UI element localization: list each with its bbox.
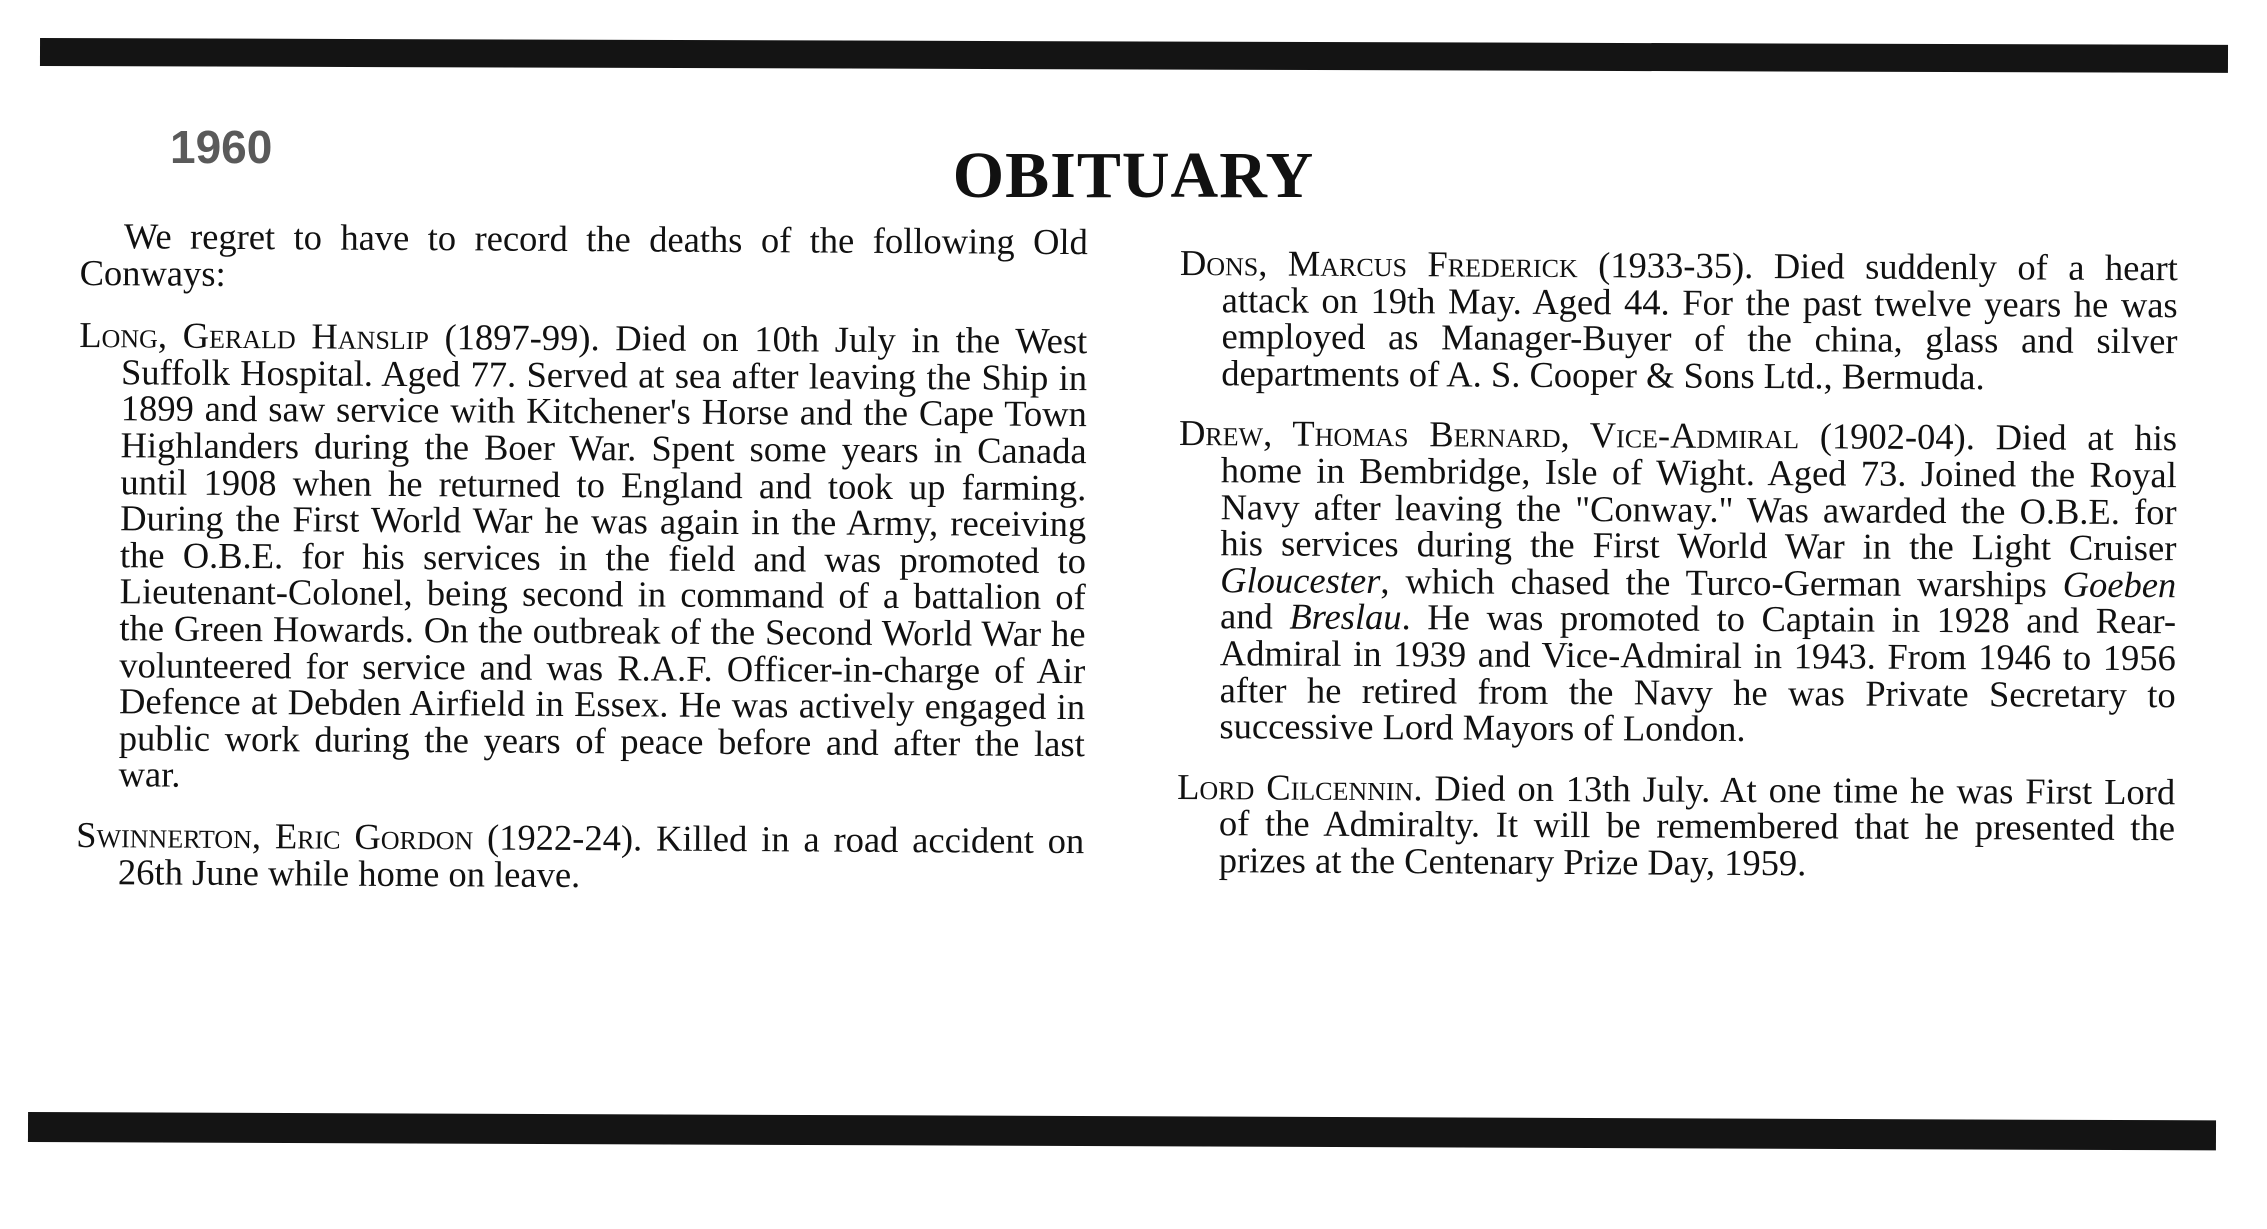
entry-name: Lord Cilcennin bbox=[1177, 765, 1414, 808]
entry-text: , which chased the Turco-German warships bbox=[1380, 559, 2063, 605]
entry-text: Died suddenly of a heart attack on 19th May. Aged 44. For the past twelve years he was employed as Manager-Buyer of the china, glass and silver departments of A. S. Cooper & Sons Ltd., Bermuda. bbox=[1221, 245, 2178, 397]
right-column bbox=[1177, 242, 2178, 908]
entry-text: Killed in a road accident on 26th June while home on leave. bbox=[117, 817, 1085, 895]
entry-years: (1902-04). bbox=[1798, 415, 1976, 458]
ship-name: Goeben bbox=[2062, 563, 2177, 605]
entry-years: (1933-35). bbox=[1577, 244, 1754, 287]
page-title: OBITUARY bbox=[952, 139, 1315, 212]
entry-text: and bbox=[1219, 595, 1290, 637]
entry-text: Died at his home in Bembridge, Isle of Wight. Aged 73. Joined the Royal Navy after leaving the "Conway." Was awarded the O.B.E. for his services during the First World War in the Light Cruiser bbox=[1220, 416, 2178, 569]
obituary-entry-swinnerton bbox=[76, 813, 1085, 896]
obituary-entry-cilcennin bbox=[1177, 765, 2176, 884]
ship-name: Breslau bbox=[1289, 595, 1402, 638]
entry-text: Died on 13th July. At one time he was First Lord of the Admiralty. It will be remembered that he presented the prizes at the Centenary Prize Day, 1959. bbox=[1218, 766, 2176, 884]
entry-years: (1922-24). bbox=[473, 816, 643, 859]
ship-name: Gloucester bbox=[1220, 558, 1381, 601]
entry-text: Died on 10th July in the West Suffolk Hospital. Aged 77. Served at sea after leaving the Ship in 1899 and saw service with Kitchener's Horse and the Cape Town Highlanders during the Boer War. Spent some years in Canada until 1908 when he returned to England and took up farming. During the First World War he was again in the Army, receiving the O.B.E. for his services in the field and was promoted to Lieutenant-Colonel, being second in command of a battalion of the Green Howards. On the outbreak of the Second World War he volunteered for service and was R.A.F. Officer-in-charge of Air Defence at Debden Airfield in Essex. He was actively engaged in public work during the years of peace before and after the last war. bbox=[118, 317, 1088, 795]
top-rule bbox=[40, 38, 2228, 73]
entry-name: Swinnerton, Eric Gordon bbox=[76, 813, 474, 858]
obituary-entry-long bbox=[76, 314, 1088, 799]
intro-paragraph: We regret to have to record the deaths of the following Old Conways: bbox=[79, 215, 1088, 294]
left-column bbox=[76, 215, 1088, 920]
entry-years: . bbox=[1413, 766, 1423, 808]
obituary-entry-drew bbox=[1177, 412, 2178, 750]
entry-text: . He was promoted to Captain in 1928 and Rear-Admiral in 1939 and Vice-Admiral in 1943. From 1946 to 1956 after he retired from the Navy he was Private Secretary to successive Lord Mayors of London. bbox=[1219, 596, 2177, 750]
obituary-entry-dons bbox=[1179, 242, 2178, 397]
year-label: 1960 bbox=[170, 121, 273, 173]
entry-name: Long, Gerald Hanslip bbox=[79, 314, 429, 358]
entry-name: Dons, Marcus Frederick bbox=[1179, 242, 1578, 286]
entry-years: (1897-99). bbox=[428, 316, 600, 359]
entry-name: Drew, Thomas Bernard, Vice-Admiral bbox=[1178, 412, 1800, 457]
bottom-rule bbox=[28, 1112, 2216, 1150]
